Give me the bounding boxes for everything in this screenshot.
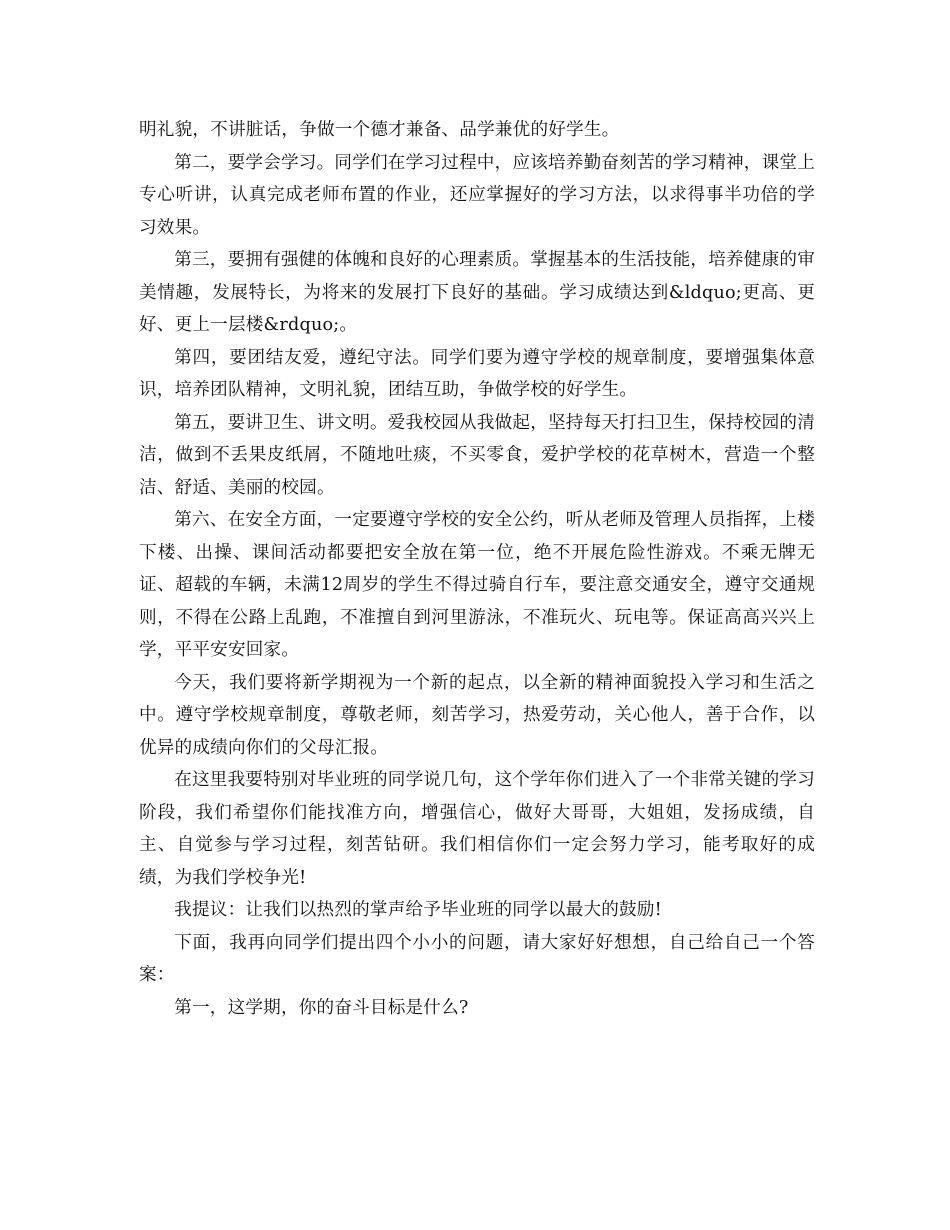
paragraph-third-point: 第三，要拥有强健的体魄和良好的心理素质。掌握基本的生活技能，培养健康的审美情趣，发展特长，为将来的发展打下良好的基础。学习成绩达到&ldquo;更高、更好、更上一层楼&rdquo;。 bbox=[139, 250, 815, 335]
paragraph-graduating-class: 在这里我要特别对毕业班的同学说几句，这个学年你们进入了一个非常关键的学习阶段，我们希望你们能找准方向，增强信心，做好大哥哥，大姐姐，发扬成绩，自主、自觉参与学习过程，刻苦钻研。我们相信你们一定会努力学习，能考取好的成绩，为我们学校争光! bbox=[139, 770, 815, 888]
paragraph-questions-intro: 下面，我再向同学们提出四个小小的问题，请大家好好想想，自己给自己一个答案： bbox=[139, 932, 815, 985]
paragraph-sixth-point: 第六、在安全方面，一定要遵守学校的安全公约，听从老师及管理人员指挥，上楼下楼、出操、课间活动都要把安全放在第一位，绝不开展危险性游戏。不乘无牌无证、超载的车辆，未满12周岁的学生不得过骑自行车，要注意交通安全，遵守交通规则，不得在公路上乱跑，不准擅自到河里游泳，不准玩火、玩电等。保证高高兴兴上学，平平安安回家。 bbox=[139, 510, 815, 660]
paragraph-proposal: 我提议：让我们以热烈的掌声给予毕业班的同学以最大的鼓励! bbox=[174, 900, 662, 920]
paragraph-fifth-point: 第五，要讲卫生、讲文明。爱我校园从我做起，坚持每天打扫卫生，保持校园的清洁，做到不丢果皮纸屑，不随地吐痰，不买零食，爱护学校的花草树木，营造一个整洁、舒适、美丽的校园。 bbox=[139, 412, 815, 498]
paragraph-question-one: 第一，这学期，你的奋斗目标是什么? bbox=[174, 997, 469, 1018]
paragraph-second-point: 第二，要学会学习。同学们在学习过程中，应该培养勤奋刻苦的学习精神，课堂上专心听讲，认真完成老师布置的作业，还应掌握好的学习方法，以求得事半功倍的学习效果。 bbox=[139, 152, 815, 238]
paragraph-new-semester: 今天，我们要将新学期视为一个新的起点，以全新的精神面貌投入学习和生活之中。遵守学校规章制度，尊敬老师，刻苦学习，热爱劳动，关心他人，善于合作，以优异的成绩向你们的父母汇报。 bbox=[139, 672, 815, 758]
paragraph-fourth-point: 第四，要团结友爱，遵纪守法。同学们要为遵守学校的规章制度，要增强集体意识，培养团队精神，文明礼貌，团结互助，争做学校的好学生。 bbox=[139, 347, 815, 400]
document-body bbox=[139, 114, 815, 1024]
paragraph-continued: 明礼貌，不讲脏话，争做一个德才兼备、品学兼优的好学生。 bbox=[139, 120, 620, 140]
